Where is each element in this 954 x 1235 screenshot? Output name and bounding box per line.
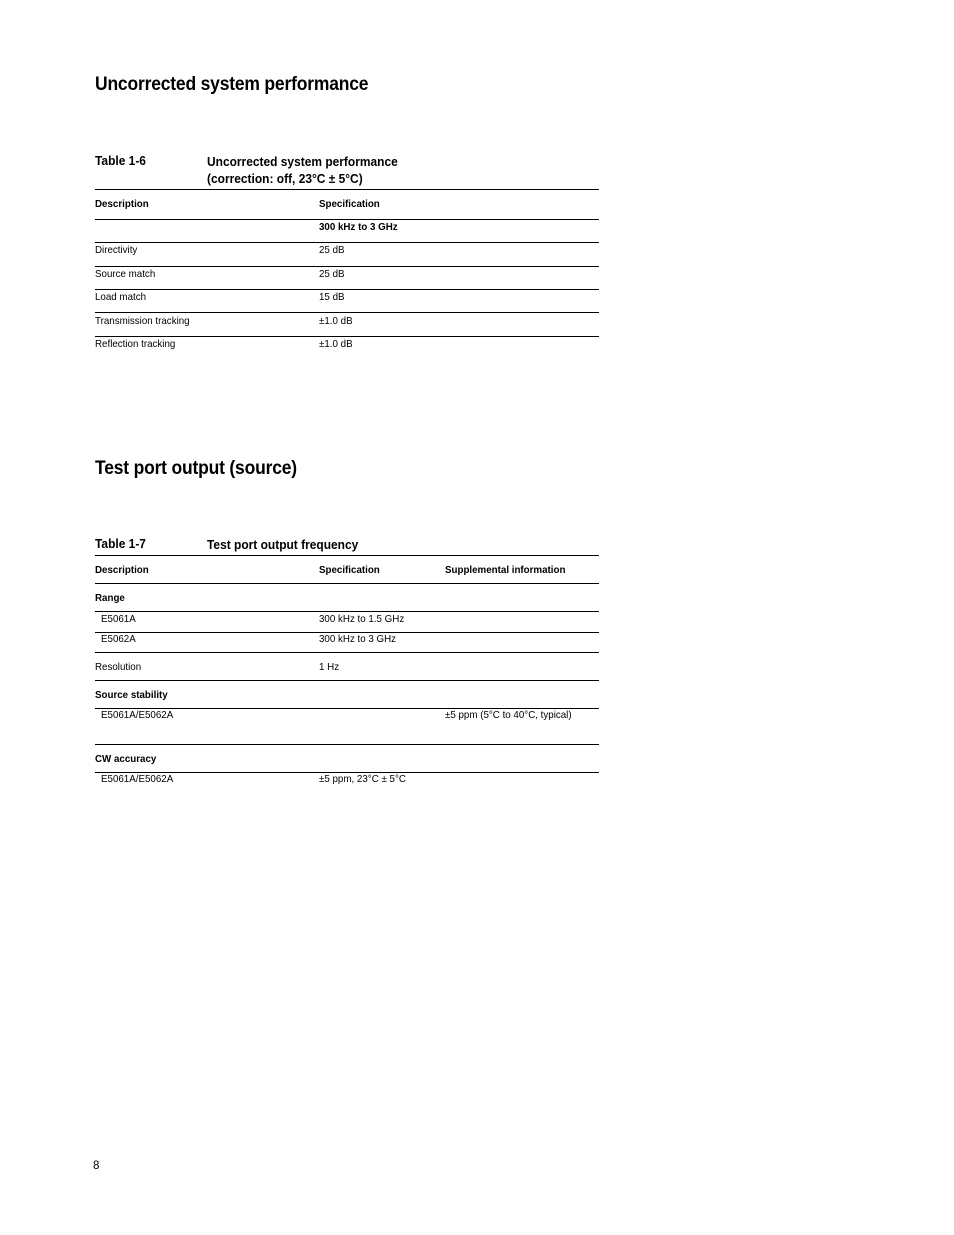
table-rule: [95, 611, 599, 612]
table-rule: [95, 652, 599, 653]
row-specification: ±5 ppm, 23°C ± 5°C: [319, 773, 406, 785]
column-header-description: Description: [95, 564, 149, 576]
table-rule: [95, 289, 599, 290]
row-specification: ±1.0 dB: [319, 315, 353, 327]
table-rule: [95, 189, 599, 190]
table-number: Table 1-7: [95, 536, 146, 551]
row-description: Source match: [95, 268, 156, 280]
table-title: Test port output frequency: [207, 537, 359, 552]
row-specification: 25 dB: [319, 244, 345, 256]
table-number: Table 1-6: [95, 153, 146, 168]
table-title-line-1: Uncorrected system performance: [207, 154, 398, 169]
row-specification: ±1.0 dB: [319, 338, 353, 350]
group-label-source-stability: Source stability: [95, 689, 168, 701]
row-supplemental: ±5 ppm (5°C to 40°C, typical): [445, 709, 572, 721]
column-header-description: Description: [95, 198, 149, 210]
row-specification: 300 kHz to 3 GHz: [319, 633, 397, 645]
row-description: E5062A: [101, 633, 136, 645]
group-label-cw-accuracy: CW accuracy: [95, 753, 157, 765]
section-heading-test-port-output: Test port output (source): [95, 458, 297, 479]
row-specification: 25 dB: [319, 268, 345, 280]
table-rule: [95, 583, 599, 584]
row-description: E5061A/E5062A: [101, 709, 174, 721]
row-description: Resolution: [95, 661, 142, 673]
table-rule: [95, 555, 599, 556]
table-title-line-2: (correction: off, 23°C ± 5°C): [207, 171, 363, 186]
section-heading-uncorrected: Uncorrected system performance: [95, 74, 369, 95]
row-specification: 1 Hz: [319, 661, 340, 673]
column-header-specification: Specification: [319, 198, 380, 210]
table-rule: [95, 312, 599, 313]
row-description: Directivity: [95, 244, 138, 256]
table-rule: [95, 266, 599, 267]
table-rule: [95, 680, 599, 681]
column-header-supplemental: Supplemental information: [445, 564, 566, 576]
table-rule: [95, 219, 599, 220]
table-rule: [95, 242, 599, 243]
table-title: [207, 153, 398, 187]
table-rule: [95, 744, 599, 745]
table-rule: [95, 336, 599, 337]
row-description: Load match: [95, 291, 147, 303]
row-description: Transmission tracking: [95, 315, 190, 327]
row-specification: 300 kHz to 1.5 GHz: [319, 613, 405, 625]
row-description: E5061A: [101, 613, 136, 625]
page-number: 8: [93, 1160, 100, 1172]
group-label-range: Range: [95, 592, 125, 604]
row-specification: 15 dB: [319, 291, 345, 303]
frequency-subheader: 300 kHz to 3 GHz: [319, 221, 398, 233]
row-description: Reflection tracking: [95, 338, 176, 350]
row-description: E5061A/E5062A: [101, 773, 174, 785]
column-header-specification: Specification: [319, 564, 380, 576]
